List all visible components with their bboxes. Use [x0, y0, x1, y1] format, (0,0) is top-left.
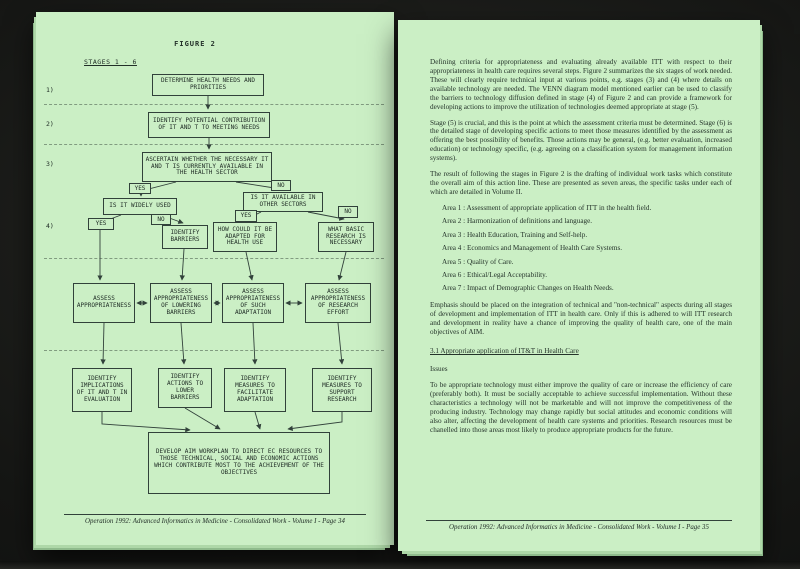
- stage-number-2: 2): [46, 120, 54, 128]
- flow-node-identify-actions: IDENTIFY ACTIONS TO LOWER BARRIERS: [158, 368, 212, 408]
- branch-label-yes-available: YES: [129, 183, 151, 194]
- area-item-2: Area 2 : Harmonization of definitions and language.: [442, 217, 593, 226]
- branch-label-no-used: NO: [151, 214, 171, 225]
- area-item-6: Area 6 : Ethical/Legal Acceptability.: [442, 271, 548, 280]
- paragraph-emphasis: Emphasis should be placed on the integration of technical and "non-technical" aspects during all stages of development and implementation of ITT in health care. Only if this is adhered to will ITT research and development in reality have a chance of improving the quality of health care, one of the main objectives of AIM.: [430, 301, 732, 337]
- issues-label: Issues: [430, 364, 448, 373]
- right-page-footer: Operation 1992: Advanced Informatics in Medicine - Consolidated Work - Volume I - Page 35: [426, 520, 732, 531]
- dashed-separator: [44, 258, 384, 259]
- branch-label-no-available: NO: [271, 180, 291, 191]
- flow-node-identify-implications: IDENTIFY IMPLICATIONS OF IT AND T IN EVALUATION: [72, 368, 132, 412]
- section-heading-3-1: 3.1 Appropriate application of IT&T in Health Care: [430, 347, 579, 356]
- flow-node-identify-measures-adaptation: IDENTIFY MEASURES TO FACILITATE ADAPTATION: [224, 368, 286, 412]
- stages-range-label: STAGES 1 - 6: [84, 58, 137, 66]
- flow-node-determine-needs: DETERMINE HEALTH NEEDS AND PRIORITIES: [152, 74, 264, 96]
- flow-node-identify-barriers: IDENTIFY BARRIERS: [162, 225, 208, 249]
- paragraph-stage-5-6: Stage (5) is crucial, and this is the point at which the assessment criteria must be determined. Stage (6) is the detailed stage of developing specific actions to meet those measures identified by the assessment as offering the best possibility of benefits. Those actions may be general, (e.g. better evaluation, increased education) or technology specific, (e.g. agreeing on a classification system for management information systems).: [430, 118, 732, 163]
- right-page-content: [430, 58, 732, 441]
- flow-node-assess-adaptation: ASSESS APPROPRIATENESS OF SUCH ADAPTATION: [222, 283, 284, 323]
- stage-number-3: 3): [46, 160, 54, 168]
- flow-node-ascertain-availability: ASCERTAIN WHETHER THE NECESSARY IT AND T IS CURRENTLY AVAILABLE IN THE HEALTH SECTOR: [142, 152, 272, 182]
- area-item-4: Area 4 : Economics and Management of Health Care Systems.: [442, 244, 623, 253]
- flow-node-identify-measures-research: IDENTIFY MEASURES TO SUPPORT RESEARCH: [312, 368, 372, 412]
- flow-node-other-sectors: IS IT AVAILABLE IN OTHER SECTORS: [243, 192, 323, 212]
- area-item-1: Area 1 : Assessment of appropriate application of ITT in the health field.: [442, 203, 652, 212]
- flow-node-widely-used: IS IT WIDELY USED: [103, 198, 177, 215]
- left-page: [36, 12, 394, 545]
- right-page: [398, 20, 760, 551]
- figure-title: FIGURE 2: [174, 40, 216, 48]
- dashed-separator: [44, 144, 384, 145]
- flow-node-assess-appropriateness: ASSESS APPROPRIATENESS: [73, 283, 135, 323]
- flow-node-develop-workplan: DEVELOP AIM WORKPLAN TO DIRECT EC RESOURCES TO THOSE TECHNICAL, SOCIAL AND ECONOMIC ACTIONS WHICH CONTRIBUTE MOST TO THE ACHIEVEMENT OF THE OBJECTIVES: [148, 432, 330, 494]
- dashed-separator: [44, 104, 384, 105]
- paragraph-result-stages: The result of following the stages in Figure 2 is the drafting of individual work tasks which constitute the overall aim of this action line. These are presented as seven areas, the specific tasks under each of which are detailed in Volume II.: [430, 170, 732, 196]
- stage-number-4: 4): [46, 222, 54, 230]
- branch-label-yes-sectors: YES: [235, 210, 257, 222]
- flow-node-identify-contribution: IDENTIFY POTENTIAL CONTRIBUTION OF IT AND T TO MEETING NEEDS: [148, 112, 270, 138]
- area-item-5: Area 5 : Quality of Care.: [442, 257, 514, 266]
- paragraph-issues: To be appropriate technology must either improve the quality of care or increase the efficiency of care (preferably both). It must be socially acceptable to achieve successful implementation. Without these characteristics a technology will not be marketable and will not improve the competitiveness of the producing industry. Technology may change rapidly but social attitudes and economic conditions will also alter, affecting the development of health care systems and priorities. Research resources must be chanelled into those areas most likely to produce appropriate products for the future.: [430, 380, 732, 434]
- left-page-footer: Operation 1992: Advanced Informatics in Medicine - Consolidated Work - Volume I - Page 34: [64, 514, 366, 525]
- stage-number-1: 1): [46, 86, 54, 94]
- flow-node-basic-research: WHAT BASIC RESEARCH IS NECESSARY: [318, 222, 374, 252]
- flow-node-assess-lowering-barriers: ASSESS APPROPRIATENESS OF LOWERING BARRIERS: [150, 283, 212, 323]
- branch-label-no-sectors: NO: [338, 206, 358, 218]
- areas-list: [442, 204, 732, 293]
- flow-node-assess-research-effort: ASSESS APPROPRIATENESS OF RESEARCH EFFORT: [305, 283, 371, 323]
- branch-label-yes-used: YES: [88, 218, 114, 230]
- dashed-separator: [44, 350, 384, 351]
- area-item-3: Area 3 : Health Education, Training and Self-help.: [442, 230, 588, 239]
- area-item-7: Area 7 : Impact of Demographic Changes on Health Needs.: [442, 284, 614, 293]
- flow-node-adapted-for-health: HOW COULD IT BE ADAPTED FOR HEALTH USE: [213, 222, 277, 252]
- paragraph-defining-criteria: Defining criteria for appropriateness and evaluating already available ITT with respect to their appropriateness in health care requires several steps. Figure 2 summarizes the six stages of work needed. These will clearly require technical input at various points, e.g. stages (3) and (4) where details on available technology are needed. The VENN diagram model mentioned earlier can be used to classify the barriers to technology diffusion defined in stage (4) of Figure 2 and can provide a framework for developing actions to improve the utilization of technologies deemed appropriate at stage (5).: [430, 58, 732, 111]
